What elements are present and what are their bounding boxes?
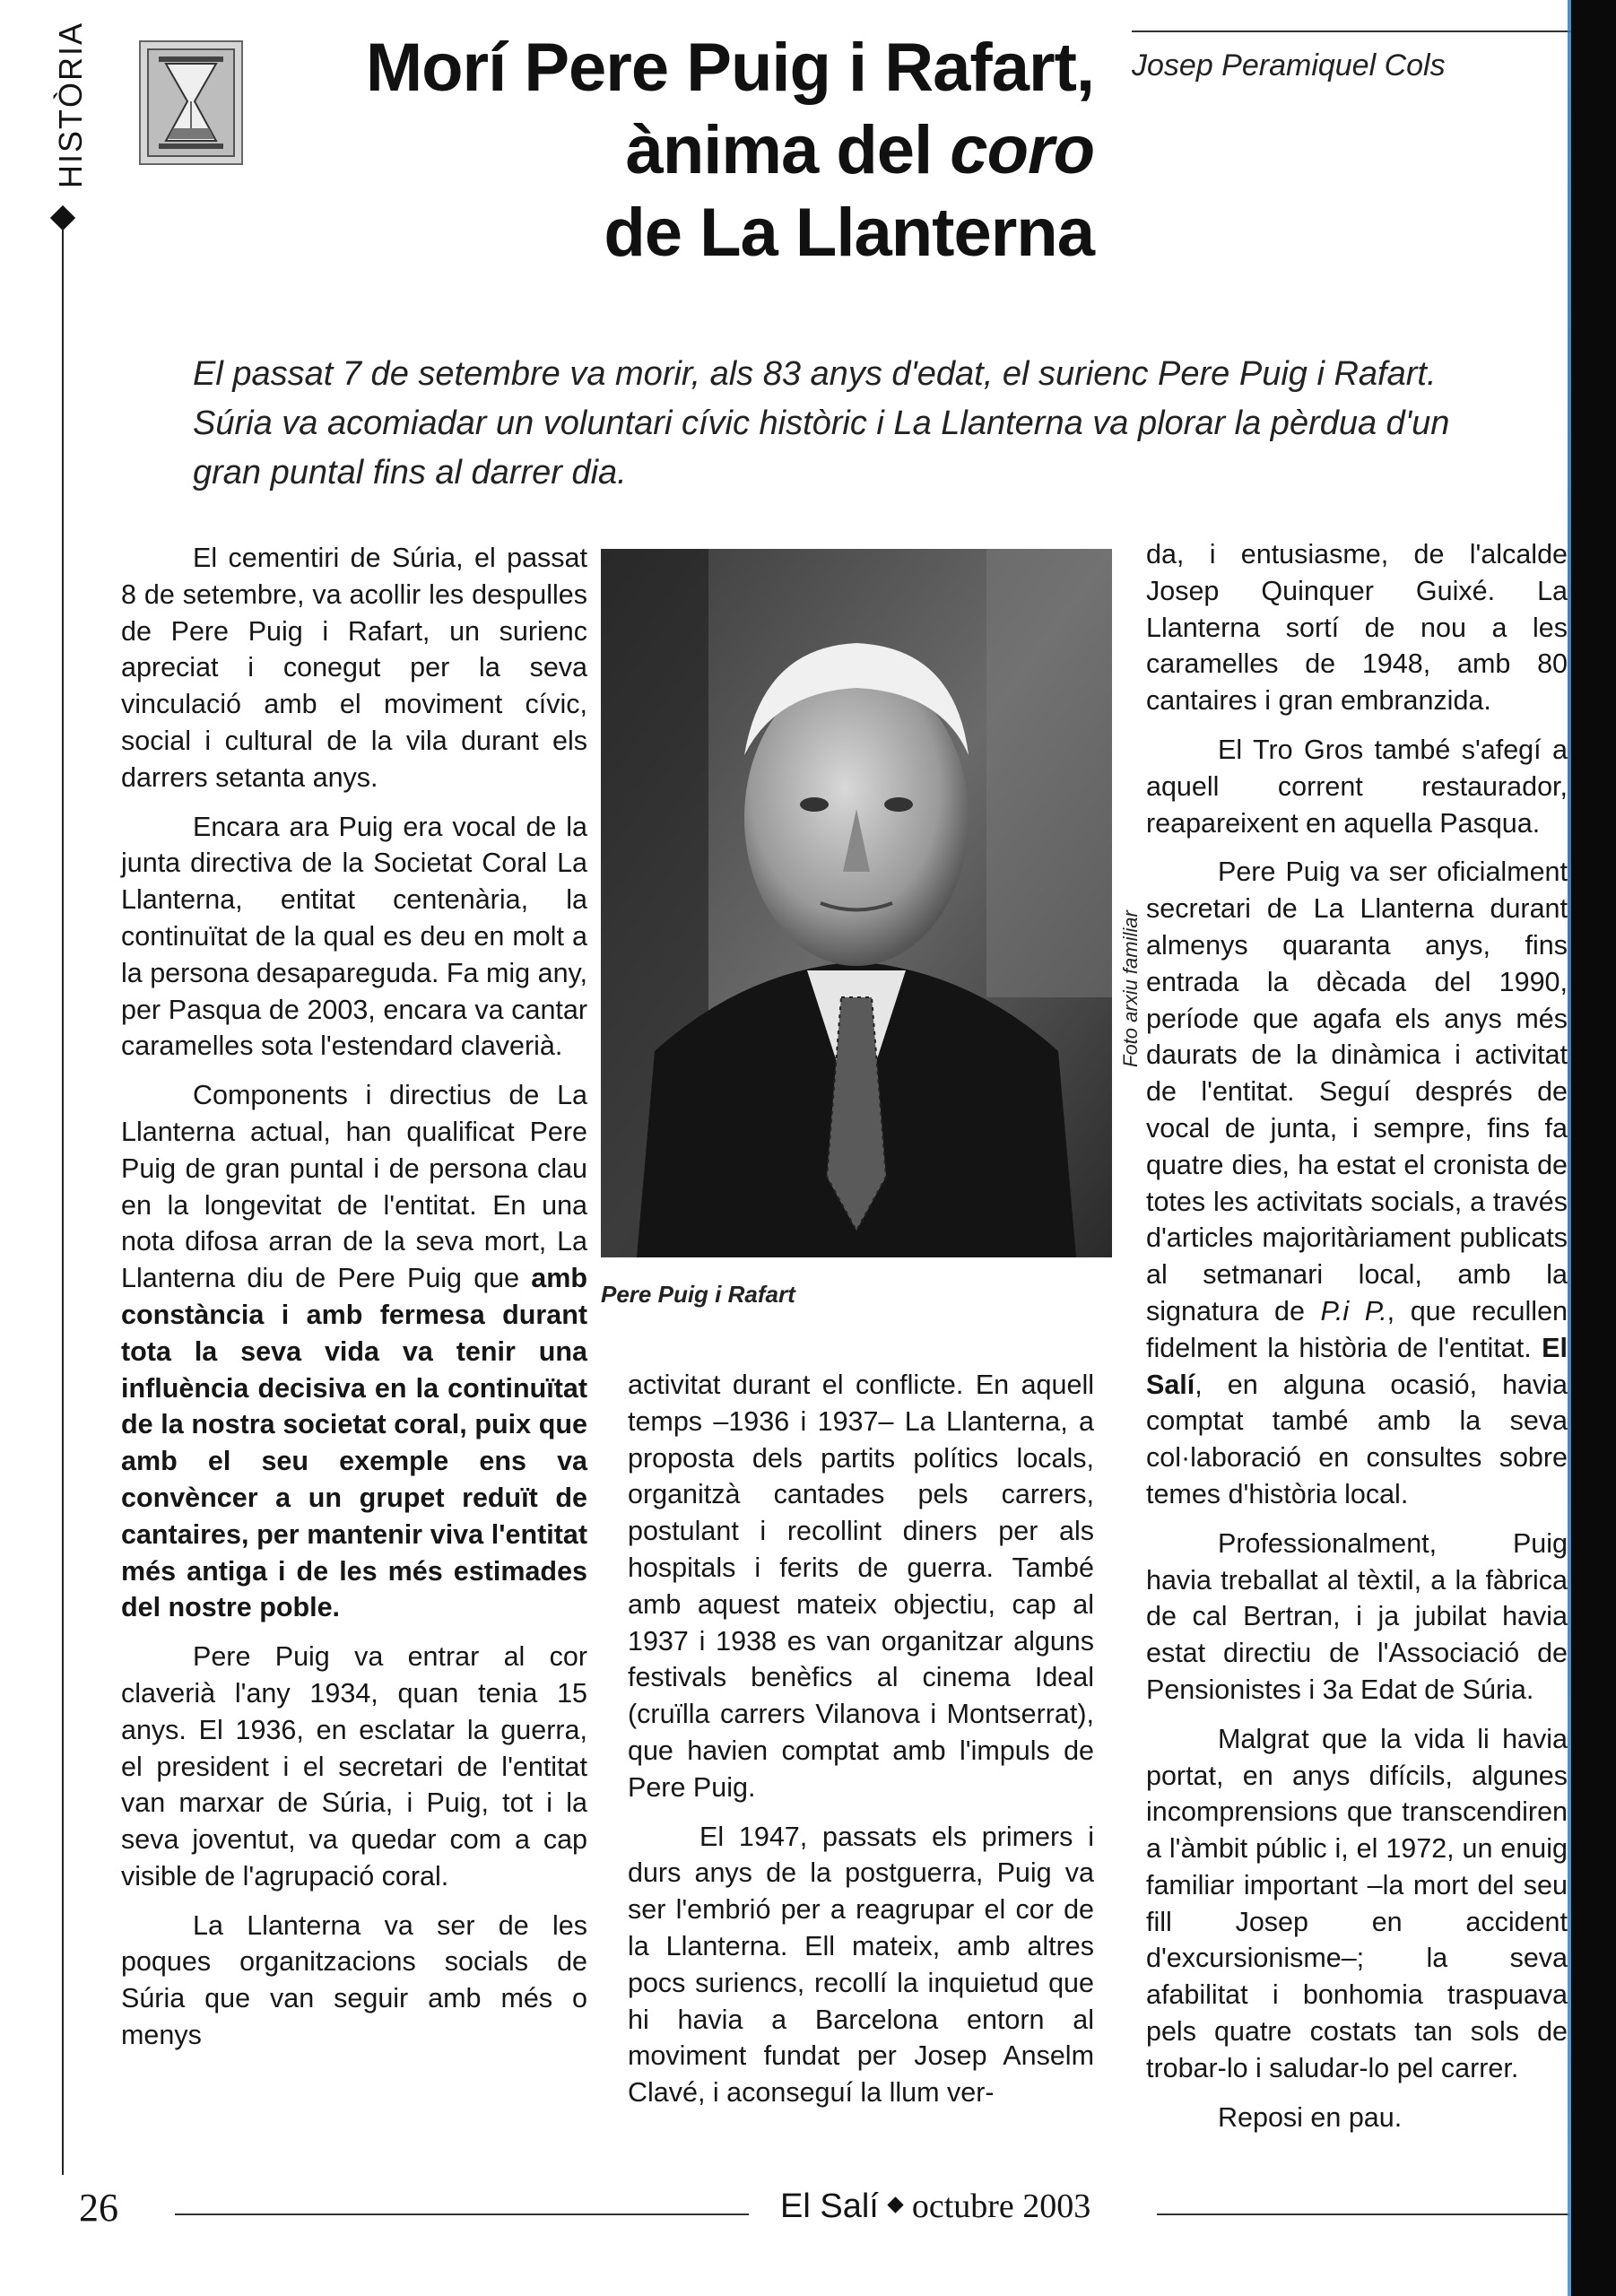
column-3 [1146,536,1568,2148]
col3-paragraph-1: da, i entusiasme, de l'alcalde Josep Quinquer Guixé. La Llanterna sortí de nou a les caramelles de 1948, amb 80 cantaires i gran embranzida. [1146,539,1568,717]
col1-paragraph-3 [121,1077,587,1626]
col1-paragraph-1: El cementiri de Súria, el passat 8 de setembre, va acollir les despulles de Pere Puig i Rafart, un surienc apreciat i conegut per la seva vinculació amb el moviment cívic, social i cultural de la vila durant els darrers setanta anys. [121,543,587,793]
col3-p3-publication: El Salí [1146,1332,1568,1400]
col3-p3-text-a: Pere Puig va ser oficialment secretari de La Llanterna durant almenys quaranta anys, fins entrada la dècada del 1990, període que agafa els anys més daurats de la dinàmica i activitat de l'entitat. Seguí després de vocal de junta, i sempre, fins fa quatre dies, ha estat el cronista de totes les activitats socials, a través d'articles majoritàriament publicats al setmanari local, amb la signatura de [1146,857,1568,1326]
col3-paragraph-6: Reposi en pau. [1218,2101,1403,2133]
column-2 [628,1367,1094,2124]
author-rule [1132,30,1571,32]
author-name: Josep Peramiquel Cols [1132,48,1446,83]
col3-paragraph-3 [1146,854,1568,1512]
col2-paragraph-2: El 1947, passats els primers i durs anys de la postguerra, Puig va ser l'embrió per a reagrupar el cor de la Llanterna. Ell mateix, amb altres pocs suriencs, recollí la inquietud que hi havia a Barcelona entorn al moviment fundat per Josep Anselm Clavé, i aconseguí la llum ver- [628,1821,1094,2109]
footer-rule-right [1157,2213,1569,2215]
hourglass-icon [139,40,243,165]
photo-credit: Foto arxiu familiar [1119,910,1142,1067]
section-diamond-icon [50,205,75,230]
col3-paragraph-5: Malgrat que la vida li havia portat, en anys difícils, algunes incomprensions que transcendiren a l'àmbit públic i, el 1972, un enuig familiar important –la mort del seu fill Josep en accident d'excursionisme–; la seva afabilitat i bonhomia traspuava pels quatre costats tan sols de trobar-lo i saludar-lo pel carrer. [1146,1723,1568,2083]
col1-paragraph-5: La Llanterna va ser de les poques organitzacions socials de Súria que van seguir amb més o menys [121,1909,587,2051]
col2-paragraph-1: activitat durant el conflicte. En aquell temps –1936 i 1937– La Llanterna, a proposta dels partits polítics locals, organitzà cantades pels carrers, postulant i recollint diners per als hospitals i ferits de guerra. També amb aquest mateix objectiu, cap al 1937 i 1938 es van organitzar alguns festivals benèfics al cinema Ideal (cruïlla carrers Vilanova i Montserrat), que havien comptat amb l'impuls de Pere Puig. [628,1370,1094,1803]
article-lead: El passat 7 de setembre va morir, als 83 anys d'edat, el surienc Pere Puig i Rafart. Súria va acomiadar un voluntari cívic històric i La Llanterna va plorar la pèrdua d'un gran puntal fins al darrer dia. [193,355,1450,491]
title-line-2 [323,109,1094,192]
col3-p3-text-c: , en alguna ocasió, havia comptat també amb la seva col·laboració en consultes sobre temes d'història local. [1146,1369,1568,1509]
col3-p3-text-b: , que recullen fidelment la història de l'entitat. [1146,1295,1568,1363]
title-line-3: de La Llanterna [604,195,1094,271]
section-label: HISTÒRIA [52,21,89,188]
footer-rule-left [175,2213,749,2215]
page-number: 26 [79,2186,118,2230]
title-line-1: Morí Pere Puig i Rafart, [365,30,1094,106]
section-vertical-rule [62,229,64,2175]
footer-publication [780,2187,1090,2226]
article-title [323,27,1094,274]
col3-p3-signature: P.i P. [1320,1295,1387,1326]
photo-caption: Pere Puig i Rafart [601,1281,795,1308]
title-line-2-italic: coro [950,112,1094,188]
col1-p3-text: Components i directius de La Llanterna actual, han qualificat Pere Puig de gran puntal i de persona clau en la longevitat de l'entitat. En una nota difosa arran de la seva mort, La Llanterna diu de Pere Puig que [121,1080,587,1294]
footer-publication-name: El Salí [780,2187,879,2225]
column-1 [121,540,587,2066]
footer-diamond-icon [887,2197,903,2213]
col3-paragraph-2: El Tro Gros també s'afegí a aquell corrent restaurador, reapareixent en aquella Pasqua. [1146,734,1568,839]
portrait-photo [601,549,1112,1257]
col1-p3-quote: amb constància i amb fermesa durant tota la seva vida va tenir una influència decisiva en la continuïtat de la nostra societat coral, puix que amb el seu exemple ens va convèncer a un grupet reduït de cantaires, per mantenir viva l'entitat més antiga i de les més estimades del nostre poble. [121,1263,587,1623]
col1-paragraph-2: Encara ara Puig era vocal de la junta directiva de la Societat Coral La Llanterna, entitat centenària, la continuïtat de la qual es deu en molt a la persona desapareguda. Fa mig any, per Pasqua de 2003, encara va cantar caramelles sota l'estendard claverià. [121,811,587,1062]
col1-paragraph-4: Pere Puig va entrar al cor claverià l'any 1934, quan tenia 15 anys. El 1936, en esclatar la guerra, el president i el secretari de l'entitat van marxar de Súria, i Puig, tot i la seva joventut, va quedar com a cap visible de l'agrupació coral. [121,1641,587,1892]
col3-paragraph-4: Professionalment, Puig havia treballat al tèxtil, a la fàbrica de cal Bertran, i ja jubilat havia estat directiu de l'Associació de Pensionistes i 3a Edat de Súria. [1146,1527,1568,1705]
title-line-2-text: ànima del [625,112,951,188]
scan-edge [1571,0,1616,2296]
footer-date: octubre 2003 [911,2187,1091,2225]
